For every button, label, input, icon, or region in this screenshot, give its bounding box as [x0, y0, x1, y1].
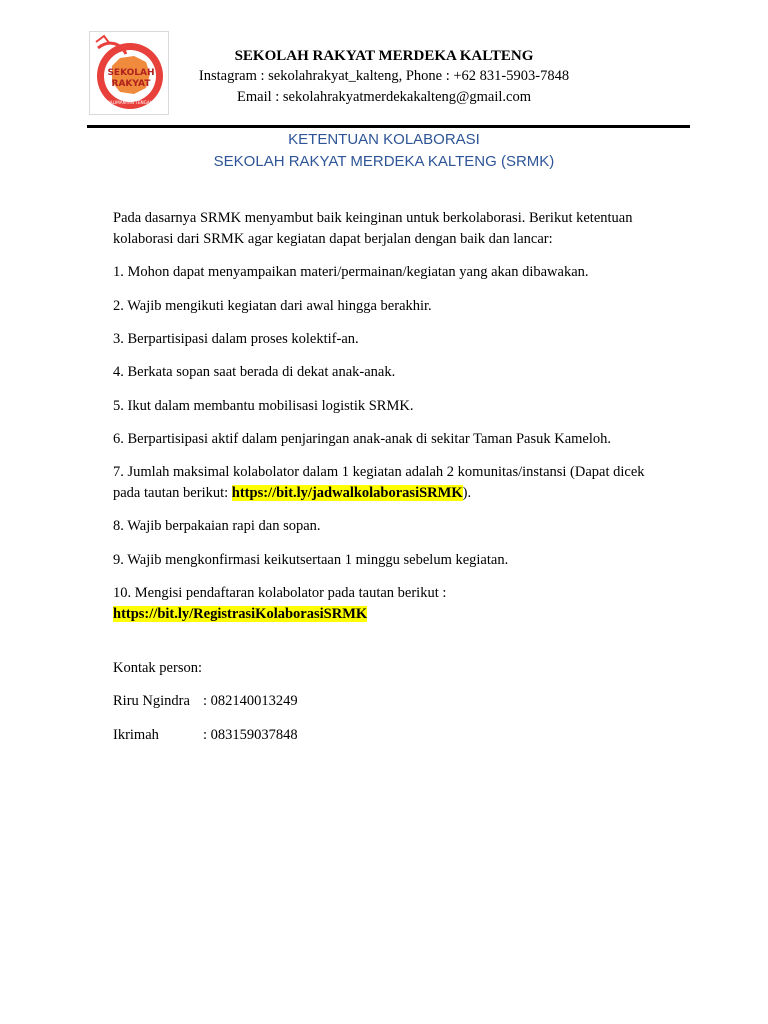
contact-row	[113, 691, 298, 712]
rule-item: 9. Wajib mengkonfirmasi keikutsertaan 1 minggu sebelum kegiatan.	[113, 552, 509, 568]
rule-item-7	[113, 462, 673, 504]
contact-phone: : 083159037848	[203, 727, 298, 743]
letterhead-divider	[87, 125, 690, 128]
contact-name: Ikrimah	[113, 727, 159, 743]
rule-item: 6. Berpartisipasi aktif dalam penjaringan anak-anak di sekitar Taman Pasuk Kameloh.	[113, 431, 612, 447]
org-name: SEKOLAH RAKYAT MERDEKA KALTENG	[234, 48, 534, 64]
doc-title-line2: SEKOLAH RAKYAT MERDEKA KALTENG (SRMK)	[213, 153, 555, 170]
rule7-text: 7. Jumlah maksimal kolabolator dalam 1 kegiatan adalah 2 komunitas/instansi (Dapat dicek pada tautan berikut:	[113, 464, 645, 501]
rule7-suffix: ).	[462, 485, 472, 501]
email-line: Email : sekolahrakyatmerdekakalteng@gmail.com	[237, 89, 531, 105]
logo-text-top: SEKOLAH	[107, 68, 155, 78]
rule-item: 1. Mohon dapat menyampaikan materi/permainan/kegiatan yang akan dibawakan.	[113, 264, 589, 280]
rule-item: 2. Wajib mengikuti kegiatan dari awal hingga berakhir.	[113, 298, 432, 314]
school-logo-icon	[90, 32, 168, 114]
rule10-text: 10. Mengisi pendaftaran kolabolator pada tautan berikut :	[113, 585, 447, 601]
contact-name: Riru Ngindra	[113, 693, 190, 709]
doc-title-line1: KETENTUAN KOLABORASI	[288, 131, 480, 148]
rule-item: 5. Ikut dalam membantu mobilisasi logistik SRMK.	[113, 398, 414, 414]
instagram-phone-line: Instagram : sekolahrakyat_kalteng, Phone : +62 831-5903-7848	[198, 68, 570, 84]
logo-text-bottom: RAKYAT	[111, 79, 151, 89]
contact-phone: : 082140013249	[203, 693, 298, 709]
contact-heading: Kontak person:	[113, 660, 202, 676]
rule-item: 3. Berpartisipasi dalam proses kolektif-an.	[113, 331, 359, 347]
rule-item: 8. Wajib berpakaian rapi dan sopan.	[113, 518, 321, 534]
contact-row	[113, 725, 298, 746]
rule-item: 4. Berkata sopan saat berada di dekat anak-anak.	[113, 364, 396, 380]
logo-ring-text: KALIMANTAN TENGAH	[107, 100, 153, 105]
rule-item-10	[113, 583, 673, 625]
registrasi-link[interactable]: https://bit.ly/RegistrasiKolaborasiSRMK	[113, 606, 368, 622]
school-logo	[89, 31, 169, 115]
intro-paragraph: Pada dasarnya SRMK menyambut baik keinginan untuk berkolaborasi. Berikut ketentuan kolaborasi dari SRMK agar kegiatan dapat berjalan dengan baik dan lancar:	[113, 210, 633, 247]
jadwal-link[interactable]: https://bit.ly/jadwalkolaborasiSRMK	[231, 485, 463, 501]
